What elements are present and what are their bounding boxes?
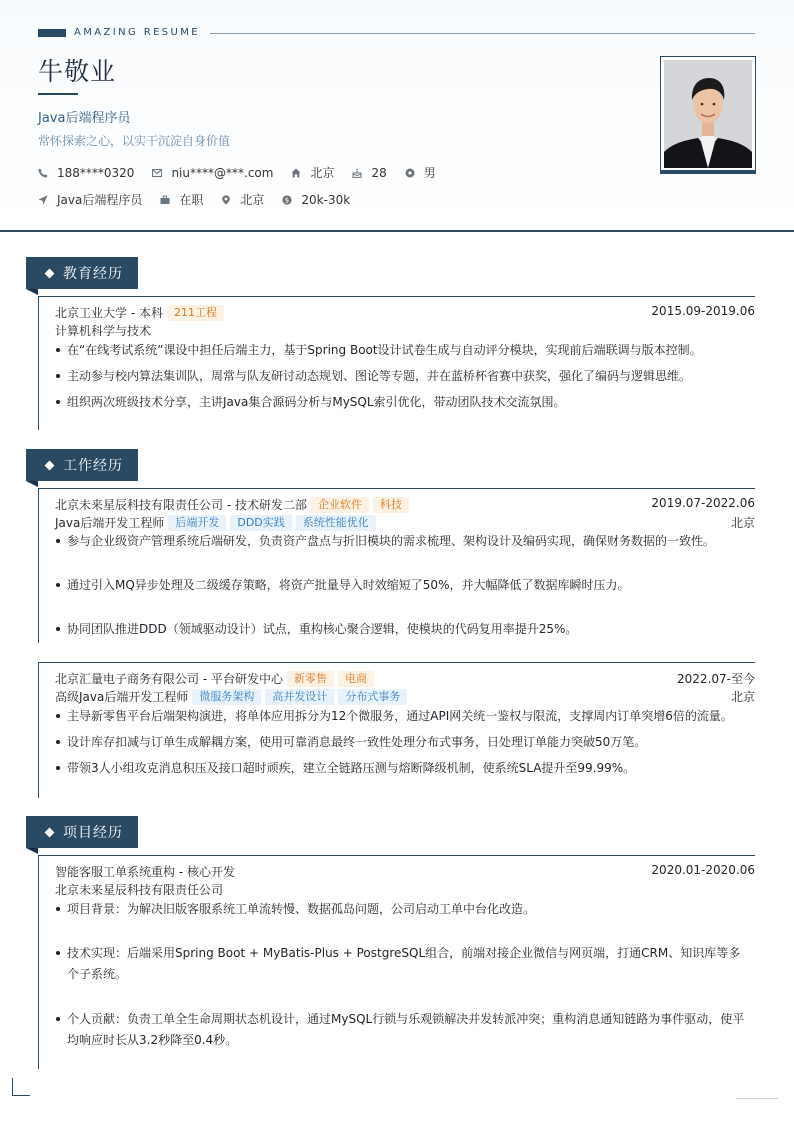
brand-text: AMAZING RESUME: [74, 27, 200, 38]
diamond-icon: [45, 268, 55, 278]
work-role-line: [55, 514, 755, 531]
project-name-line: [55, 863, 755, 880]
gender-icon: [405, 168, 415, 178]
hometown-text: 北京: [310, 166, 335, 180]
education-bullet: 在“在线考试系统”课设中担任后端主力，基于Spring Boot设计试卷生成与自动评分模块，实现前后端联调与版本控制。: [55, 340, 749, 361]
work-company-line: [55, 670, 755, 687]
diamond-icon: [45, 827, 55, 837]
project-bullet: 项目背景：为解决旧版客服系统工单流转慢、数据孤岛问题，公司启动工单中台化改造。: [55, 899, 749, 920]
role-tag: 分布式事务: [338, 689, 407, 705]
work-entry: [38, 662, 755, 798]
section-title: 教育经历: [63, 266, 123, 282]
work-bullet: 带领3人小组攻克消息积压及接口超时顽疾，建立全链路压测与熔断降级机制，使系统SLA提升至99.99%。: [55, 758, 749, 779]
status-text: 在职: [179, 193, 204, 207]
school-tag: 211工程: [167, 305, 224, 321]
work-bullet: 主导新零售平台后端架构演进，将单体应用拆分为12个微服务，通过API网关统一鉴权与限流，支撑周内订单突增6倍的流量。: [55, 706, 749, 727]
job-title: Java后端程序员: [38, 111, 131, 126]
header-fold: [26, 289, 38, 295]
company-name: 北京汇量电子商务有限公司 - 平台研发中心: [55, 672, 283, 686]
work-role-line: [55, 688, 755, 705]
intent-position-text: Java后端程序员: [57, 193, 143, 207]
intent-city-text: 北京: [240, 193, 265, 207]
education-bullet: 组织两次班级技术分享，主讲Java集合源码分析与MySQL索引优化，带动团队技术交流氛围。: [55, 392, 749, 413]
location-pin-icon: [221, 195, 231, 205]
gender-text: 男: [423, 166, 436, 180]
gender-item: [405, 164, 436, 181]
role-tag: 后端开发: [168, 515, 226, 531]
section-title: 工作经历: [63, 458, 123, 474]
project-bullet: 个人贡献：负责工单全生命周期状态机设计，通过MySQL行锁与乐观锁解决并发转派冲突；重构消息通知链路为事件驱动，使平均响应时长从3.2秒降至0.4秒。: [55, 1009, 749, 1051]
work-bullet: 协同团队推进DDD（领域驱动设计）试点，重构核心聚合逻辑，使模块的代码复用率提升25%。: [55, 619, 749, 640]
cake-icon: [352, 168, 362, 178]
diamond-icon: [45, 460, 55, 470]
project-name: 智能客服工单系统重构 - 核心开发: [55, 865, 235, 879]
work-date: 2022.07-至今: [677, 672, 755, 686]
corner-mark: [12, 1078, 30, 1096]
contact-row: [38, 164, 454, 181]
school-name: 北京工业大学 - 本科: [55, 306, 163, 320]
phone-icon: [38, 168, 48, 178]
hometown-item: [291, 164, 334, 181]
work-city: 北京: [730, 690, 755, 704]
candidate-name: 牛敬业: [38, 57, 117, 86]
education-major-line: [55, 322, 755, 339]
project-date: 2020.01-2020.06: [651, 863, 755, 877]
salary-icon: [282, 195, 292, 205]
age-item: [352, 166, 386, 180]
company-tag: 电商: [338, 671, 374, 687]
footer-line: [736, 1098, 778, 1099]
education-bullet: 主动参与校内算法集训队，周常与队友研讨动态规划、图论等专题，并在蓝桥杯省赛中获奖，强化了编码与逻辑思维。: [55, 366, 749, 387]
svg-text:$: $: [285, 196, 290, 205]
name-underline: [38, 93, 78, 95]
intent-city-item: [221, 191, 264, 208]
brand-bar: [38, 29, 66, 37]
role-name: Java后端开发工程师: [55, 516, 165, 530]
role-tag: 系统性能优化: [296, 515, 376, 531]
mail-icon: [152, 168, 162, 178]
company-tag: 新零售: [287, 671, 334, 687]
role-tag: DDD实践: [230, 515, 291, 531]
major-name: 计算机科学与技术: [55, 324, 152, 338]
email-text: niu****@***.com: [171, 165, 274, 180]
brand-divider: [210, 33, 755, 34]
profile-photo: [664, 60, 752, 168]
work-bullet: 通过引入MQ异步处理及二级缓存策略，将资产批量导入时效缩短了50%，并大幅降低了数据库瞬时压力。: [55, 575, 749, 596]
phone-text: 188****0320: [57, 165, 135, 180]
header-fold: [26, 481, 38, 487]
age-text: 28: [371, 165, 387, 180]
section-project-header: [26, 816, 138, 848]
salary-item: [282, 193, 350, 207]
section-title: 项目经历: [63, 825, 123, 841]
work-city: 北京: [730, 516, 755, 530]
resume-header: [0, 0, 794, 232]
send-icon: [38, 195, 48, 205]
header-fold: [26, 848, 38, 854]
role-tag: 高并发设计: [265, 689, 334, 705]
work-bullet: 设计库存扣减与订单生成解耦方案，使用可靠消息最终一致性处理分布式事务，日处理订单能力突破50万笔。: [55, 732, 749, 753]
status-item: [160, 191, 203, 208]
briefcase-icon: [160, 195, 170, 205]
phone-item: [38, 166, 134, 180]
role-tag: 微服务架构: [192, 689, 261, 705]
work-bullet: 参与企业级资产管理系统后端研发，负责资产盘点与折旧模块的需求梳理、架构设计及编码实现，确保财务数据的一致性。: [55, 531, 749, 552]
education-entry: [38, 296, 755, 430]
email-item: [152, 166, 273, 180]
project-entry: [38, 855, 755, 1069]
company-tag: 企业软件: [311, 497, 369, 513]
work-entry: [38, 488, 755, 643]
motto: 常怀探索之心，以实干沉淀自身价值: [38, 134, 231, 148]
intent-row: [38, 191, 368, 208]
education-school-line: [55, 304, 755, 321]
company-name: 北京未来星辰科技有限责任公司 - 技术研发二部: [55, 498, 307, 512]
education-date: 2015.09-2019.06: [651, 304, 755, 318]
project-company: 北京未来星辰科技有限责任公司: [55, 883, 224, 897]
role-name: 高级Java后端开发工程师: [55, 690, 189, 704]
salary-text: 20k-30k: [301, 192, 351, 207]
project-bullet: 技术实现：后端采用Spring Boot + MyBatis-Plus + PostgreSQL组合，前端对接企业微信与网页端，打通CRM、知识库等多个子系统。: [55, 943, 749, 985]
section-work-header: [26, 449, 138, 481]
section-education-header: [26, 257, 138, 289]
profile-photo-frame: [660, 56, 756, 172]
work-company-line: [55, 496, 755, 513]
home-icon: [291, 168, 301, 178]
photo-base-bar: [660, 170, 756, 174]
company-tag: 科技: [373, 497, 409, 513]
work-date: 2019.07-2022.06: [651, 496, 755, 510]
project-company-line: [55, 881, 755, 898]
intent-position-item: [38, 191, 142, 208]
